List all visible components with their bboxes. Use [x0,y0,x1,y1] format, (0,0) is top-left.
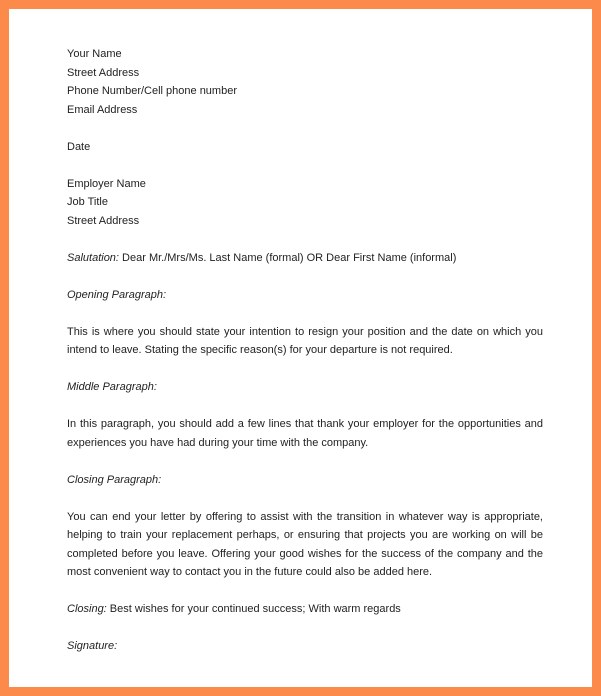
signature-block [67,637,543,656]
middle-line-1: In this paragraph, you should add a few lines that thank your employer for the opportunities and [67,418,543,430]
closing-line-4: most convenient way to contact you in the future could also be added here. [67,566,433,578]
salutation-block [67,249,543,268]
sender-block [67,45,543,119]
opening-paragraph-heading: Opening Paragraph: [67,288,167,301]
middle-paragraph-heading: Middle Paragraph: [67,381,157,393]
closing-heading-block [67,471,543,490]
sender-name: Your Name [67,48,122,60]
employer-street: Street Address [67,214,140,227]
employer-block [67,175,543,231]
salutation-line [67,249,543,268]
letter-template [67,45,543,674]
closing-line-3: completed before you leave. Offering your good wishes for the success of the company and the [67,547,543,560]
closing-paragraph-heading: Closing Paragraph: [67,473,162,486]
opening-line-1: This is where you should state your intention to resign your position and the date on which you [67,325,543,338]
closing-block [67,600,543,619]
closing-text: Best wishes for your continued success; With warm regards [106,603,401,615]
employer-job-title: Job Title [67,196,108,208]
closing-line-2: helping to train your replacement perhaps, or ensuring that projects you are working on will be [67,529,543,541]
signature-label: Signature: [67,640,118,652]
closing-paragraph [67,508,543,582]
middle-paragraph [67,415,543,452]
opening-line-2: intend to leave. Stating the specific reason(s) for your departure is not required. [67,344,453,356]
salutation-label: Salutation: [67,251,119,264]
closing-line-1: You can end your letter by offering to assist with the transition in whatever way is appropriate, [67,510,543,523]
closing-label: Closing: [67,603,107,615]
closing-line [67,600,543,619]
sender-email: Email Address [67,103,138,116]
employer-name: Employer Name [67,177,146,190]
sender-phone: Phone Number/Cell phone number [67,85,237,97]
opening-paragraph [67,323,543,360]
date-block [67,138,543,157]
salutation-text: Dear Mr./Mrs/Ms. Last Name (formal) OR Dear First Name (informal) [118,251,457,264]
date-line: Date [67,140,91,153]
middle-line-2: experiences you have had during your time with the company. [67,436,369,449]
opening-heading-block [67,286,543,305]
sender-street: Street Address [67,66,140,79]
middle-heading-block [67,378,543,397]
